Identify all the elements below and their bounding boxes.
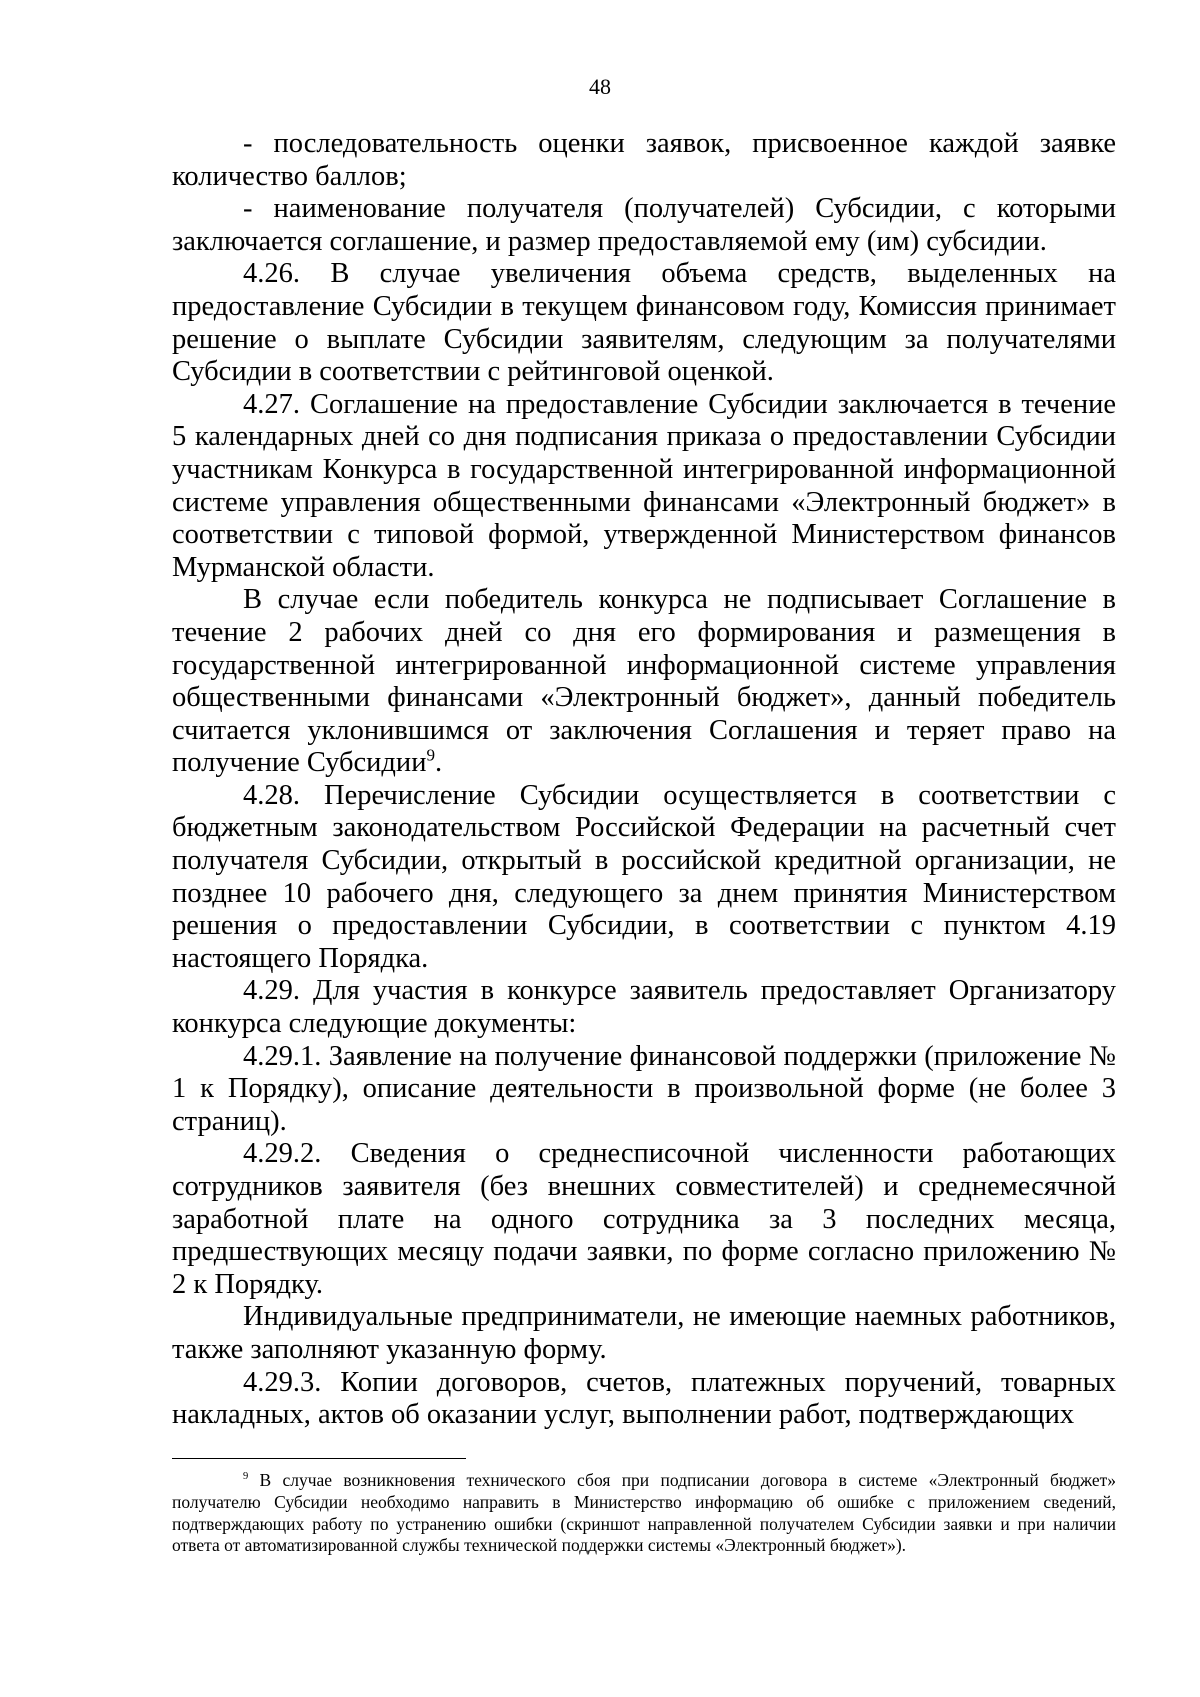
footnote-separator (172, 1458, 466, 1459)
footnote (172, 1470, 1116, 1557)
paragraph-text: - наименование получателя (получателей) Субсидии, с которыми заключается соглашение, и размер предоставляемой ему (им) субсидии. (172, 193, 1116, 257)
page-number: 48 (589, 74, 611, 99)
paragraph-text: - последовательность оценки заявок, присвоенное каждой заявке количество баллов; (172, 128, 1116, 192)
paragraph-text: 4.28. Перечисление Субсидии осуществляется в соответствии с бюджетным законодательством Российской Федерации на расчетный счет получателя Субсидии, открытый в российской кредитной организации, не позднее 10 рабочего дня, следующего за днем принятия Министерством решения о предоставлении Субсидии, в соответствии с пунктом 4.19 настоящего Порядка. (172, 779, 1116, 974)
footnote-marker: 9 (243, 1471, 249, 1483)
paragraph-text: 4.29. Для участия в конкурсе заявитель предоставляет Организатору конкурса следующие документы: (172, 975, 1116, 1040)
body-text (172, 128, 1116, 1432)
paragraph (172, 584, 1116, 780)
paragraph-text: 4.29.2. Сведения о среднесписочной численности работающих сотрудников заявителя (без внешних совместителей) и среднемесячной заработной плате на одного сотрудника за 3 последних месяца, предшествующих месяцу подачи заявки, по форме согласно приложению № 2 к Порядку. (172, 1138, 1116, 1300)
paragraph (172, 128, 1116, 193)
paragraph (172, 975, 1116, 1040)
paragraph-text: 4.29.1. Заявление на получение финансовой поддержки (приложение № 1 к Порядку), описание деятельности в произвольной форме (не более 3 страниц). (172, 1040, 1116, 1137)
paragraph-text: Индивидуальные предприниматели, не имеющие наемных работников, также заполняют указанную форму. (172, 1301, 1116, 1365)
paragraph (172, 193, 1116, 258)
paragraph-text: 4.29.3. Копии договоров, счетов, платежных поручений, товарных накладных, актов об оказании услуг, выполнении работ, подтверждающих (172, 1366, 1116, 1431)
paragraph-tail: . (435, 747, 443, 779)
footnote-paragraph (172, 1470, 1116, 1557)
paragraph (172, 1138, 1116, 1301)
paragraph (172, 1301, 1116, 1366)
paragraph (172, 1367, 1116, 1432)
paragraph-text: 4.27. Соглашение на предоставление Субсидии заключается в течение 5 календарных дней со дня подписания приказа о предоставлении Субсидии участникам Конкурса в государственной интегрированной информационной системе управления общественными финансами «Электронный бюджет» в соответствии с типовой формой, утвержденной Министерством финансов Мурманской области. (172, 388, 1116, 583)
paragraph (172, 258, 1116, 388)
footnote-reference: 9 (426, 745, 435, 765)
paragraph-text: В случае если победитель конкурса не подписывает Соглашение в течение 2 рабочих дней со дня его формирования и размещения в государственной интегрированной информационной системе управления общественными финансами «Электронный бюджет», данный победитель считается уклонившимся от заключения Соглашения и теряет право на получение Субсидии (172, 584, 1116, 779)
paragraph-text: 4.26. В случае увеличения объема средств, выделенных на предоставление Субсидии в текущем финансовом году, Комиссия принимает решение о выплате Субсидии заявителям, следующим за получателями Субсидии в соответствии с рейтинговой оценкой. (172, 258, 1116, 388)
paragraph (172, 389, 1116, 585)
paragraph (172, 780, 1116, 976)
footnote-text: В случае возникновения технического сбоя при подписании договора в системе «Электронный бюджет» получателю Субсидии необходимо направить в Министерство информацию об ошибке с приложением сведений, подтверждающих работу по устранению ошибки (скриншот направленной получателем Субсидии заявки и при наличии ответа от автоматизированной службы технической поддержки системы «Электронный бюджет»). (172, 1470, 1116, 1556)
paragraph (172, 1041, 1116, 1139)
